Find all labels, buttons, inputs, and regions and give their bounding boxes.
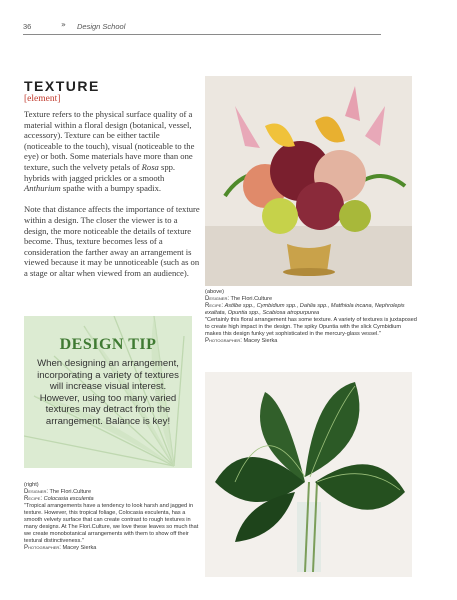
header-rule <box>23 34 381 35</box>
section-title: Design School <box>77 22 126 31</box>
design-tip-text: When designing an arrangement, incorporating a variety of textures will increase visual interest. However, using too many varied textures may detract from the arrangement. Balance is key! <box>37 358 179 427</box>
caption-right: (right) Designer: The Flori.Culture Recipe: Colocasia esculenta "Tropical arrangements have a tendency to look harsh and jagged in texture. However, this tropical foliage, Colocasia esculenta, has a smooth velvety surface that can create contrast to rough textures in many designs. At The Flori.Culture, we love these leaves so much that we create monobotanical arrangements with them to show off their textural distinctiveness." Photographer: Macey Sierka <box>24 482 199 551</box>
colocasia-leaves-photo <box>205 372 412 577</box>
article-title: TEXTURE <box>24 78 100 94</box>
chevron-right-icon: » <box>61 20 66 29</box>
paragraph-2: Note that distance affects the importance of texture within a design. The closer the viewer is to a design, the more noticeable the details of texture become. Thus, texture becomes less of a consideration the farther away an arrangement is viewed because it may be unnoticeable (such as on a stage or altar when viewed from an audience). <box>24 204 200 278</box>
page-header <box>23 20 381 36</box>
article-body <box>24 109 200 289</box>
paragraph-1: Texture refers to the physical surface quality of a material within a floral design (botanical, vessel, accessory). Texture can be either tactile (noticeable to the touch), visual (noticeable to the eye) or both. Some materials have more than one texture, such the velvety petals of Rosa spp. hybrids with jagged prickles or a smooth Anthurium spathe with a bumpy spadix. <box>24 109 195 194</box>
floral-arrangement-photo <box>205 76 412 286</box>
design-tip-box <box>24 316 192 468</box>
design-tip-title: DESIGN TIP <box>59 336 157 353</box>
article-subtitle: [element] <box>24 94 61 104</box>
page-number: 36 <box>23 22 32 31</box>
caption-above: (above) Designer: The Flori.Culture Recipe: Astilbe spp., Cymbidium spp., Dahlia spp., Matthiola incana, Nephrolepis exaltata, Opuntia spp., Scabiosa atropurpurea "Certainly this floral arrangement has some texture. A variety of textures is juxtaposed to create high impact in the design. The spiky Opuntia with the slick Cymbidium makes this design funky yet sophisticated in the mercury-glass vessel." Photographer: Macey Sierka <box>205 289 417 344</box>
